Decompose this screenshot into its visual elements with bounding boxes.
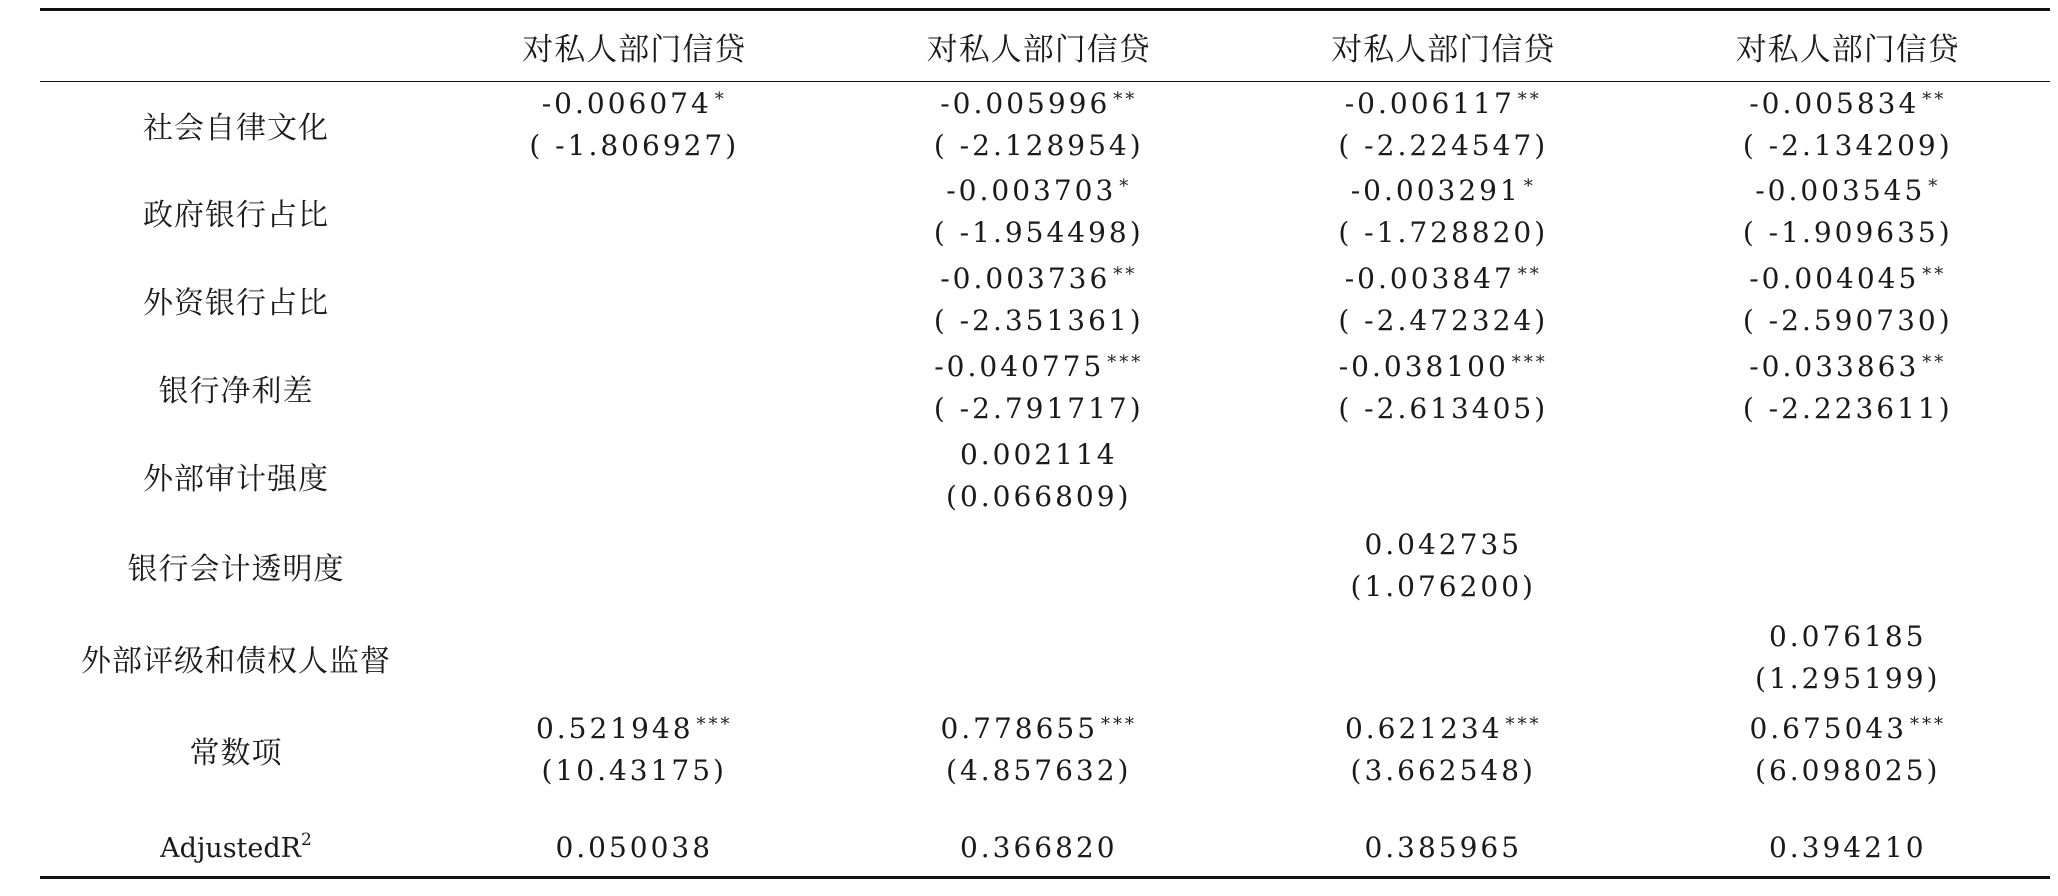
significance-stars: ***: [1511, 351, 1548, 373]
coefficient-value: 0.675043: [1749, 711, 1908, 745]
adjusted-r2-value: 0.394210: [1646, 820, 2051, 878]
table-cell: [1241, 520, 1646, 612]
adjusted-r2-value: 0.366820: [837, 820, 1242, 878]
t-statistic: ( -2.590730): [1742, 303, 1953, 337]
table-cell: [1646, 256, 2051, 344]
table-cell: [1646, 168, 2051, 256]
coefficient-line: [940, 708, 1137, 750]
estimate-block: [934, 258, 1144, 342]
coefficient-value: 0.076185: [1768, 619, 1927, 653]
table-cell: [1646, 344, 2051, 432]
significance-stars: ***: [696, 713, 733, 735]
row-label: 银行净利差: [158, 373, 314, 409]
significance-stars: *: [1523, 175, 1536, 197]
adjusted-r2-value: 0.050038: [432, 820, 837, 878]
table-cell: [1241, 612, 1646, 704]
table-row: [40, 82, 2050, 168]
coefficient-value: 0.778655: [940, 711, 1099, 745]
spacer-cell: [1646, 796, 2051, 820]
estimate-block: [940, 708, 1137, 792]
coefficient-line: [934, 83, 1144, 125]
coefficient-value: 0.002114: [959, 437, 1118, 471]
coefficient-line: [1338, 83, 1548, 125]
row-label: 政府银行占比: [143, 197, 329, 233]
table-cell: [1241, 168, 1646, 256]
estimate-block: [1743, 83, 1953, 167]
coefficient-line: [1338, 346, 1548, 388]
table-cell: [432, 432, 837, 520]
table-row: [40, 168, 2050, 256]
coefficient-value: -0.033863: [1749, 349, 1920, 383]
coefficient-value: -0.003291: [1350, 173, 1521, 207]
coefficient-line: [529, 83, 739, 125]
estimate-block: [1755, 616, 1940, 700]
significance-stars: *: [1928, 175, 1941, 197]
spacer-row: [40, 796, 2050, 820]
table-cell: [432, 520, 837, 612]
estimate-block: [934, 346, 1144, 430]
coefficient-value: -0.006117: [1344, 86, 1515, 120]
coefficient-value: 0.521948: [535, 711, 694, 745]
estimate-block: [1743, 346, 1953, 430]
coefficient-line: [934, 170, 1144, 212]
row-label: 外部审计强度: [143, 461, 329, 497]
estimate-block: [1743, 170, 1953, 254]
t-statistic: ( -1.806927): [529, 128, 740, 162]
table-row: [40, 256, 2050, 344]
table-cell: [837, 256, 1242, 344]
t-statistic: ( -2.472324): [1338, 303, 1549, 337]
estimate-block: [934, 170, 1144, 254]
table-cell: [837, 432, 1242, 520]
significance-stars: ***: [1910, 713, 1947, 735]
coefficient-line: [934, 258, 1144, 300]
t-statistic: ( -1.954498): [933, 215, 1144, 249]
header-column-1: 对私人部门信贷: [432, 10, 837, 82]
t-statistic: ( -2.224547): [1338, 128, 1549, 162]
spacer-cell: [837, 796, 1242, 820]
row-label: 银行会计透明度: [127, 551, 345, 587]
coefficient-value: -0.003703: [946, 173, 1117, 207]
adjusted-r2-value: 0.385965: [1241, 820, 1646, 878]
significance-stars: **: [1113, 88, 1138, 110]
significance-stars: ***: [1101, 713, 1138, 735]
t-statistic: ( -1.909635): [1742, 215, 1953, 249]
significance-stars: **: [1517, 263, 1542, 285]
table-row: [40, 344, 2050, 432]
estimate-block: [536, 708, 733, 792]
table-cell: [837, 520, 1242, 612]
t-statistic: (0.066809): [946, 479, 1132, 513]
table-body: [40, 82, 2050, 878]
coefficient-value: 0.621234: [1344, 711, 1503, 745]
t-statistic: ( -2.613405): [1338, 391, 1549, 425]
spacer-cell: [40, 796, 432, 820]
header-column-3: 对私人部门信贷: [1241, 10, 1646, 82]
estimate-block: [946, 434, 1131, 518]
table-cell: [1241, 704, 1646, 796]
coefficient-value: -0.003545: [1755, 173, 1926, 207]
table-cell: [837, 612, 1242, 704]
significance-stars: **: [1922, 263, 1947, 285]
coefficient-line: [1743, 258, 1953, 300]
t-statistic: (10.43175): [541, 753, 727, 787]
row-label: 外部评级和债权人监督: [81, 643, 391, 679]
coefficient-value: -0.006074: [541, 86, 712, 120]
t-statistic: (4.857632): [946, 753, 1132, 787]
t-statistic: (1.076200): [1350, 569, 1536, 603]
estimate-block: [1338, 258, 1548, 342]
spacer-cell: [432, 796, 837, 820]
table-cell: [432, 82, 837, 168]
coefficient-value: -0.003736: [940, 261, 1111, 295]
table-cell: [432, 168, 837, 256]
table-cell: [837, 82, 1242, 168]
t-statistic: ( -2.223611): [1742, 391, 1953, 425]
significance-stars: ***: [1505, 713, 1542, 735]
table-cell: [1646, 432, 2051, 520]
t-statistic: ( -2.791717): [933, 391, 1144, 425]
table-cell: [1646, 704, 2051, 796]
coefficient-line: [1743, 170, 1953, 212]
significance-stars: **: [1517, 88, 1542, 110]
significance-stars: *: [714, 88, 727, 110]
table-header: [40, 10, 2050, 82]
estimate-block: [1749, 708, 1946, 792]
t-statistic: ( -2.128954): [933, 128, 1144, 162]
t-statistic: (1.295199): [1755, 661, 1941, 695]
table-cell: [837, 704, 1242, 796]
coefficient-line: [934, 346, 1144, 388]
significance-stars: **: [1922, 351, 1947, 373]
coefficient-value: -0.040775: [934, 349, 1105, 383]
table-cell: [1241, 82, 1646, 168]
coefficient-line: [1338, 258, 1548, 300]
coefficient-value: 0.042735: [1364, 527, 1523, 561]
coefficient-line: [1755, 616, 1940, 658]
coefficient-value: -0.004045: [1749, 261, 1920, 295]
table-cell: [1646, 612, 2051, 704]
coefficient-line: [1749, 708, 1946, 750]
adjusted-r2-label-text: AdjustedR: [160, 832, 301, 864]
significance-stars: **: [1113, 263, 1138, 285]
estimate-block: [934, 83, 1144, 167]
coefficient-value: -0.005834: [1749, 86, 1920, 120]
estimate-block: [1345, 708, 1542, 792]
regression-results-table: [40, 8, 2050, 879]
significance-stars: **: [1922, 88, 1947, 110]
coefficient-line: [1743, 83, 1953, 125]
header-row: [40, 10, 2050, 82]
coefficient-line: [1345, 708, 1542, 750]
table-row: [40, 520, 2050, 612]
table-row: [40, 432, 2050, 520]
header-column-4: 对私人部门信贷: [1646, 10, 2051, 82]
row-label: 外资银行占比: [143, 285, 329, 321]
estimate-block: [1338, 83, 1548, 167]
coefficient-value: -0.038100: [1338, 349, 1509, 383]
coefficient-value: -0.003847: [1344, 261, 1515, 295]
coefficient-line: [1743, 346, 1953, 388]
row-label: 社会自律文化: [143, 110, 329, 146]
spacer-cell: [1241, 796, 1646, 820]
t-statistic: ( -1.728820): [1338, 215, 1549, 249]
t-statistic: (3.662548): [1350, 753, 1536, 787]
table-row: [40, 612, 2050, 704]
coefficient-line: [1351, 524, 1536, 566]
estimate-block: [529, 83, 739, 167]
coefficient-value: -0.005996: [940, 86, 1111, 120]
table-row: [40, 704, 2050, 796]
row-label: 常数项: [189, 735, 283, 771]
table-cell: [432, 344, 837, 432]
adjusted-r2-label: [40, 820, 432, 878]
header-column-2: 对私人部门信贷: [837, 10, 1242, 82]
table-cell: [1646, 82, 2051, 168]
table-cell: [432, 256, 837, 344]
coefficient-line: [946, 434, 1131, 476]
estimate-block: [1351, 524, 1536, 608]
estimate-block: [1338, 170, 1548, 254]
table-cell: [1241, 344, 1646, 432]
adjusted-r2-superscript: 2: [301, 829, 312, 850]
t-statistic: (6.098025): [1755, 753, 1941, 787]
t-statistic: ( -2.134209): [1742, 128, 1953, 162]
table-cell: [1241, 432, 1646, 520]
t-statistic: ( -2.351361): [933, 303, 1144, 337]
table-cell: [837, 344, 1242, 432]
adjusted-r2-row: [40, 820, 2050, 878]
regression-table-container: [40, 8, 2050, 878]
table-cell: [837, 168, 1242, 256]
significance-stars: *: [1119, 175, 1132, 197]
estimate-block: [1743, 258, 1953, 342]
table-cell: [432, 612, 837, 704]
estimate-block: [1338, 346, 1548, 430]
coefficient-line: [1338, 170, 1548, 212]
table-cell: [432, 704, 837, 796]
significance-stars: ***: [1107, 351, 1144, 373]
table-cell: [1241, 256, 1646, 344]
header-label-column: [40, 10, 432, 82]
table-cell: [1646, 520, 2051, 612]
coefficient-line: [536, 708, 733, 750]
